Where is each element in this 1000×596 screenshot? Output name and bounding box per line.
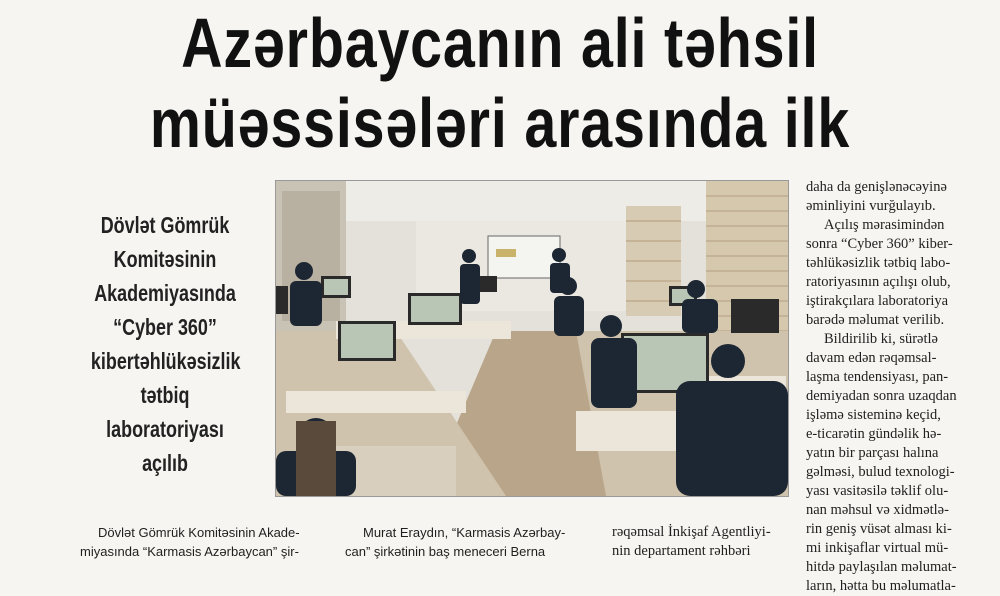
paragraph: [806, 330, 972, 596]
paragraph: [806, 216, 972, 330]
text-line: e-ticarətin gündəlik hə-: [806, 426, 942, 442]
text-line: yatın bir parçası halına: [806, 445, 939, 461]
laboratory-photo: [275, 180, 789, 497]
text-line: iştirakçılara laboratoriya: [806, 293, 949, 309]
text-line: Murat Eraydın, “Karmasis Azərbay-: [363, 525, 566, 540]
bottom-column-2: [345, 523, 595, 561]
text-line: Dövlət Gömrük Komitəsinin Akade-: [98, 525, 300, 540]
text-line: laşma tendensiyası, pan-: [806, 369, 949, 385]
subheadline-line: “Cyber 360”: [113, 314, 217, 340]
text-line: hitdə paylaşılan məlumat-: [806, 559, 957, 575]
text-line: ların, hətta bu məlumatla-: [806, 578, 956, 594]
text-line: can” şirkətinin baş meneceri Berna: [345, 544, 546, 559]
headline-line-1: Azərbaycanın ali təhsil: [181, 4, 819, 82]
subheadline-line: açılıb: [142, 450, 188, 476]
text-line: nin departament rəhbəri: [612, 543, 751, 559]
text-line: barədə məlumat verilib.: [806, 312, 945, 328]
right-column-text: [806, 178, 972, 596]
paragraph: [806, 178, 972, 216]
paragraph: [612, 523, 792, 561]
headline-line-2: müəssisələri arasında ilk: [149, 84, 851, 162]
text-line: ratoriyasının açılışı olub,: [806, 274, 951, 290]
text-line: mi inkişaflar virtual mü-: [806, 540, 949, 556]
text-line: demiyadan sonra uzaqdan: [806, 388, 957, 404]
bottom-column-1: [80, 523, 330, 561]
text-line: nan məhsul və xidmətlə-: [806, 502, 949, 518]
text-line: təhlükəsizlik tətbiq labo-: [806, 255, 951, 271]
text-line: gəlməsi, bulud texnologi-: [806, 464, 955, 480]
paragraph: [345, 523, 595, 561]
text-line: Açılış mərasimindən: [824, 217, 945, 233]
subheadline-line: tətbiq laboratoriyası: [106, 382, 224, 442]
classroom-illustration: [276, 181, 788, 496]
text-line: yası vasitəsilə təklif olu-: [806, 483, 949, 499]
text-line: daha da genişlənəcəyinə: [806, 179, 947, 195]
subheadline: [91, 208, 239, 480]
subheadline-line: Dövlət Gömrük: [100, 212, 230, 238]
text-line: miyasında “Karmasis Azərbaycan” şir-: [80, 544, 299, 559]
text-line: davam edən rəqəmsal-: [806, 350, 937, 366]
subheadline-line: Akademiyasında: [94, 280, 236, 306]
text-line: işləmə sisteminə keçid,: [806, 407, 941, 423]
text-line: sonra “Cyber 360” kiber-: [806, 236, 953, 252]
text-line: rin geniş vüsət alması ki-: [806, 521, 952, 537]
text-line: rəqəmsal İnkişaf Agentliyi-: [612, 524, 771, 540]
text-line: Bildirilib ki, sürətlə: [824, 331, 938, 347]
paragraph: [80, 523, 330, 561]
text-line: əminliyini vurğulayıb.: [806, 198, 936, 214]
subheadline-line: kibertəhlükəsizlik: [90, 348, 241, 374]
bottom-column-3: [612, 523, 792, 561]
subheadline-line: Komitəsinin: [113, 246, 217, 272]
